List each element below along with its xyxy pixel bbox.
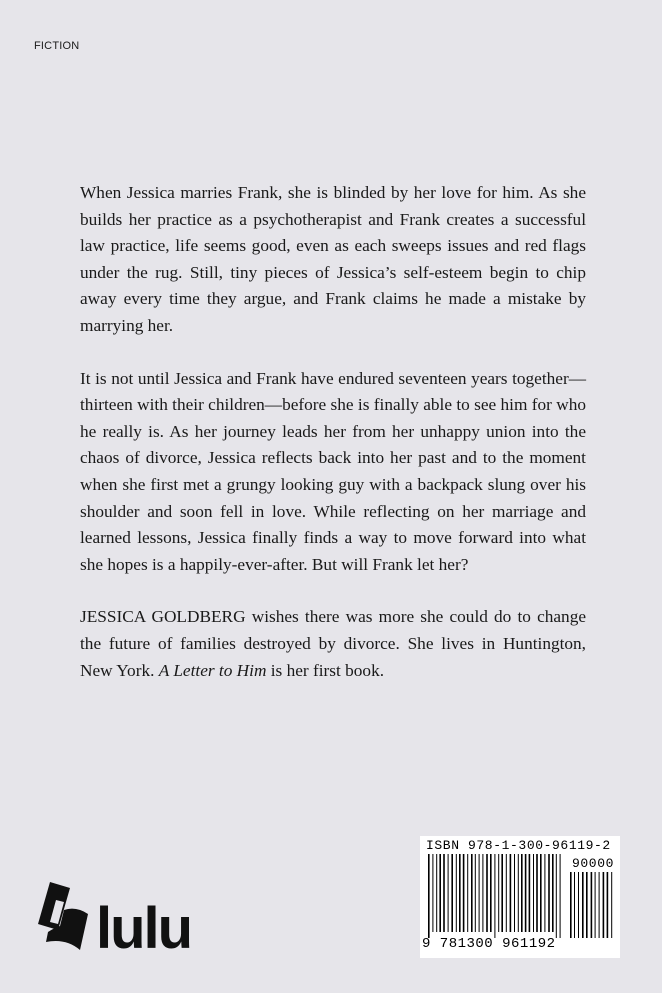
barcode-bar [540,854,542,932]
barcode-bar [494,854,495,938]
barcode-addon-bar [603,872,605,938]
barcode-bar [459,854,461,932]
barcode-bar [514,854,515,932]
barcode-bar [498,854,499,932]
barcode-bar [428,854,430,938]
barcode-bar [439,854,441,932]
barcode-bar [471,854,473,932]
barcode-addon-bar [570,872,572,938]
barcode-bar [529,854,531,932]
barcode-bar [560,854,561,938]
publisher-logo-text: lulu [96,896,192,952]
barcode-addon-bar [599,872,600,938]
price-code: 90000 [571,856,614,871]
lulu-logo [36,880,224,952]
barcode-bar [521,854,523,932]
bio-text-1: wishes there was more she could do to change the future of families destroyed by divorce. She lives in Huntington, New York. [80,607,587,680]
barcode-bars [420,854,620,938]
bio-text-2: is her first book. [266,660,385,680]
genre-label: FICTION [34,40,80,52]
barcode-addon-bar [582,872,584,938]
barcode-bar [525,854,527,932]
barcode-addon-bar [574,872,575,938]
barcode-bar [490,854,492,932]
barcode-bar [436,854,437,932]
barcode-bar [467,854,468,932]
book-icon [38,882,88,950]
blurb-paragraph-1: When Jessica marries Frank, she is blinded by her love for him. As she builds her practice as a psychotherapist and Frank creates a successful law practice, life seems good, even as each sweeps issues and red flags under the rug. Still, tiny pieces of Jessica’s self-esteem begin to chip away every time they argue, and Frank claims he made a mistake by marrying her. [80,183,586,335]
barcode-bar [548,854,550,932]
isbn-barcode [420,836,620,958]
ean-digits: 9 781300 961192 [422,936,556,952]
barcode-bar [552,854,554,932]
barcode-addon-bar [607,872,609,938]
barcode-bar [451,854,453,932]
barcode-bar [486,854,488,932]
blurb-paragraph-2: It is not until Jessica and Frank have endured seventeen years together—thirteen with their children—before she is finally able to see him for who he really is. As her journey leads her from her unhappy union into the chaos of divorce, Jessica reflects back into her past and to the moment when she first met a grungy looking guy with a backpack slung over his shoulder and soon fell in love. While reflecting on her marriage and learned lessons, Jessica finally finds a way to move forward into what she hopes is a happily-ever-after. But will Frank let her? [80,368,586,574]
barcode-addon-bar [595,872,596,938]
book-title: A Letter to Him [158,660,267,680]
barcode-bar [536,854,538,932]
author-name: JESSICA GOLDBERG [80,607,246,627]
barcode-bar [544,854,545,932]
barcode-addon-bar [586,872,588,938]
barcode-bar [506,854,507,932]
barcode-addon-bar [591,872,593,938]
barcode-bar [482,854,483,932]
back-cover-blurb [80,180,586,684]
author-bio [80,604,586,684]
barcode-bar [432,854,433,932]
barcode-bar [448,854,449,932]
barcode-addon-bar [611,872,612,938]
isbn-label: ISBN 978-1-300-96119-2 [426,838,611,853]
barcode-bar [456,854,457,932]
barcode-bar [510,854,512,932]
barcode-bar [533,854,534,932]
barcode-bar [518,854,519,932]
barcode-bar [475,854,476,932]
barcode-bar [501,854,503,932]
barcode-bar [556,854,557,938]
barcode-bar [443,854,445,932]
barcode-bar [479,854,480,932]
barcode-addon-bar [578,872,579,938]
barcode-bar [463,854,465,932]
